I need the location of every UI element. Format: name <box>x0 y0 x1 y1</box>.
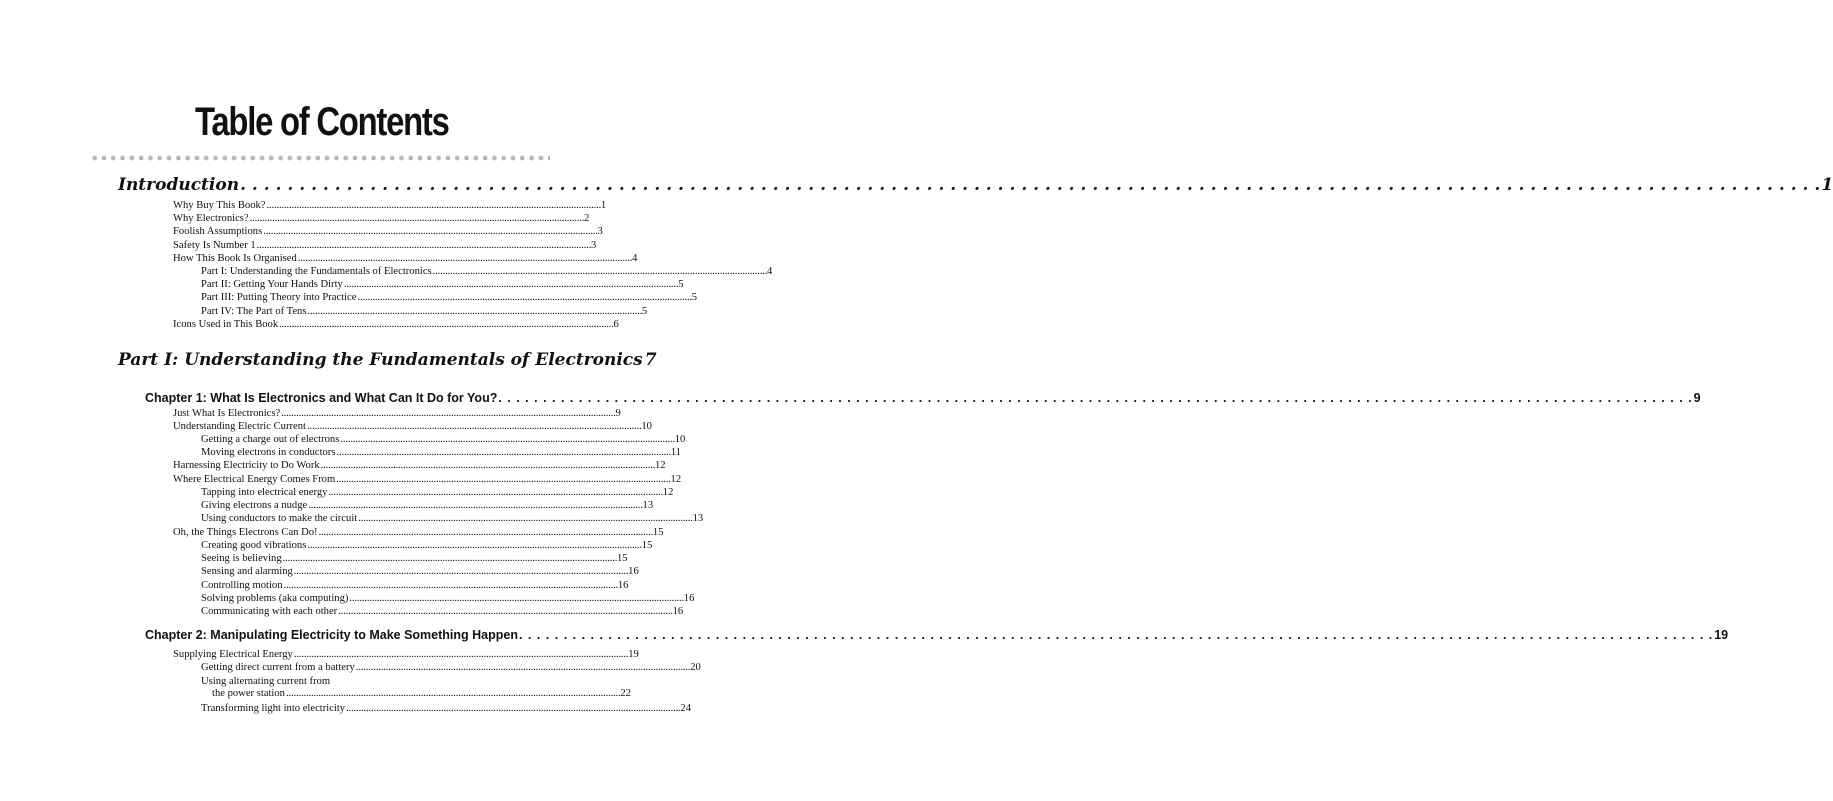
toc-entry-title: Just What Is Electronics? <box>173 408 281 419</box>
toc-page-number: 5 <box>641 306 648 317</box>
toc-entry[interactable] <box>173 200 607 211</box>
toc-entry-title: the power station <box>212 688 285 699</box>
toc-entry[interactable] <box>201 580 629 591</box>
toc-page-number: 16 <box>617 580 629 591</box>
toc-entry-title: Tapping into electrical energy <box>201 487 328 498</box>
dot-leader <box>328 487 661 498</box>
dot-leader <box>319 527 652 538</box>
dot-leader <box>294 649 627 660</box>
dot-leader <box>307 421 640 432</box>
dot-leader <box>240 175 1820 195</box>
toc-entry[interactable] <box>201 487 674 498</box>
toc-page-number: 19 <box>1714 628 1729 642</box>
toc-entry-title: Using alternating current from <box>201 676 331 687</box>
toc-page-number: 10 <box>641 421 652 432</box>
toc-entry[interactable] <box>201 553 628 564</box>
toc-entry-title: Introduction <box>118 175 240 195</box>
dot-leader <box>286 688 619 699</box>
toc-page-number: 5 <box>691 292 698 303</box>
toc-page-number: 13 <box>642 500 654 511</box>
toc-entry-title: Chapter 2: Manipulating Electricity to Make Something Happen <box>145 628 518 642</box>
toc-part-entry[interactable] <box>118 350 657 370</box>
toc-entry-title: Icons Used in This Book <box>173 319 279 330</box>
toc-page-number: 9 <box>1693 391 1701 405</box>
toc-entry-title: Safety Is Number 1 <box>173 240 256 251</box>
toc-entry[interactable] <box>201 703 692 714</box>
toc-entry-title: Communicating with each other <box>201 606 338 617</box>
toc-entry-title: Part I: Understanding the Fundamentals of Electronics <box>201 266 432 277</box>
toc-page-number: 24 <box>680 703 692 714</box>
dot-leader <box>498 391 1692 405</box>
toc-entry-title: Moving electrons in conductors <box>201 447 336 458</box>
page-title: Table of Contents <box>195 100 449 144</box>
toc-entry-title: Getting a charge out of electrons <box>201 434 340 445</box>
toc-entry[interactable] <box>173 421 652 432</box>
toc-page-number: 22 <box>620 688 631 699</box>
toc-entry-title: Harnessing Electricity to Do Work <box>173 460 320 471</box>
toc-entry-title: Creating good vibrations <box>201 540 307 551</box>
toc-entry[interactable] <box>201 676 330 687</box>
toc-entry[interactable] <box>173 253 638 264</box>
toc-entry[interactable] <box>201 593 695 604</box>
dot-leader <box>336 447 669 458</box>
toc-entry[interactable] <box>201 513 704 524</box>
toc-entry[interactable] <box>173 319 619 330</box>
toc-part-entry[interactable] <box>118 175 1833 195</box>
toc-entry-title: Seeing is believing <box>201 553 282 564</box>
toc-chapter-entry[interactable] <box>145 391 1701 405</box>
toc-entry[interactable] <box>173 649 639 660</box>
toc-entry-title: Understanding Electric Current <box>173 421 306 432</box>
toc-entry[interactable] <box>201 306 648 317</box>
dot-leader <box>344 279 677 290</box>
dot-leader <box>321 460 654 471</box>
toc-entry[interactable] <box>212 688 631 699</box>
dot-leader <box>263 226 596 237</box>
dot-leader <box>284 580 617 591</box>
toc-entry[interactable] <box>201 566 639 577</box>
dot-leader <box>358 513 691 524</box>
toc-entry[interactable] <box>173 408 621 419</box>
dot-leader <box>307 306 640 317</box>
toc-entry[interactable] <box>173 460 666 471</box>
toc-entry[interactable] <box>173 226 603 237</box>
toc-page-number: 15 <box>616 553 628 564</box>
toc-page-number: 9 <box>615 408 621 419</box>
toc-page-number: 13 <box>692 513 704 524</box>
toc-page-number: 2 <box>583 213 590 224</box>
dot-leader <box>340 434 673 445</box>
dot-leader <box>250 213 583 224</box>
toc-page-number: 16 <box>672 606 684 617</box>
toc-page-number: 20 <box>690 662 701 673</box>
toc-page-number: 3 <box>591 240 597 251</box>
toc-entry-title: Part I: Understanding the Fundamentals of Electronics <box>118 350 643 370</box>
dot-leader <box>308 500 641 511</box>
toc-page-number: 4 <box>632 253 638 264</box>
toc-page-number: 15 <box>652 527 664 538</box>
toc-page-number: 1 <box>600 200 607 211</box>
toc-entry-title: Giving electrons a nudge <box>201 500 308 511</box>
dot-leader <box>336 474 669 485</box>
dot-leader <box>294 566 627 577</box>
toc-page-number: 1 <box>1821 175 1833 195</box>
toc-entry[interactable] <box>201 266 773 277</box>
toc-entry-title: Chapter 1: What Is Electronics and What Can It Do for You? <box>145 391 498 405</box>
toc-entry-title: Supplying Electrical Energy <box>173 649 293 660</box>
toc-chapter-entry[interactable] <box>145 628 1729 642</box>
toc-entry[interactable] <box>173 527 664 538</box>
toc-entry[interactable] <box>201 447 682 458</box>
toc-page-number: 15 <box>641 540 653 551</box>
toc-entry-title: Where Electrical Energy Comes From <box>173 474 336 485</box>
toc-entry-title: Transforming light into electricity <box>201 703 346 714</box>
dot-leader <box>356 662 689 673</box>
dot-leader <box>281 408 614 419</box>
toc-entry-title: Part IV: The Part of Tens <box>201 306 307 317</box>
dot-leader <box>257 240 590 251</box>
toc-entry-title: Part III: Putting Theory into Practice <box>201 292 357 303</box>
toc-entry[interactable] <box>201 434 686 445</box>
toc-page-number: 19 <box>628 649 639 660</box>
toc-page-number: 12 <box>670 474 682 485</box>
dot-leader <box>357 292 690 303</box>
toc-entry-title: Using conductors to make the circuit <box>201 513 358 524</box>
toc-entry-title: Sensing and alarming <box>201 566 293 577</box>
dot-leader <box>519 628 1713 642</box>
toc-page-number: 12 <box>655 460 666 471</box>
toc-page-number: 3 <box>597 226 603 237</box>
dot-leader <box>279 319 612 330</box>
toc-page-number: 11 <box>670 447 682 458</box>
toc-page-number: 6 <box>613 319 619 330</box>
dot-leader <box>267 200 600 211</box>
dot-leader <box>338 606 671 617</box>
toc-entry-title: Getting direct current from a battery <box>201 662 355 673</box>
toc-entry[interactable] <box>201 500 654 511</box>
toc-page-number: 16 <box>683 593 695 604</box>
dot-leader <box>349 593 682 604</box>
toc-page-number: 4 <box>767 266 773 277</box>
toc-entry[interactable] <box>173 474 682 485</box>
toc-entry[interactable] <box>173 213 590 224</box>
toc-entry-title: Controlling motion <box>201 580 283 591</box>
toc-entry-title: Foolish Assumptions <box>173 226 263 237</box>
toc-page-number: 5 <box>678 279 684 290</box>
dot-leader <box>283 553 616 564</box>
toc-page-number: 16 <box>628 566 639 577</box>
toc-page-number: 12 <box>662 487 674 498</box>
toc-page-number: 7 <box>644 350 657 370</box>
toc-entry-title: Oh, the Things Electrons Can Do! <box>173 527 318 538</box>
toc-entry[interactable] <box>201 279 684 290</box>
toc-page-number: 10 <box>674 434 686 445</box>
dot-leader <box>433 266 766 277</box>
toc-entry[interactable] <box>201 662 701 673</box>
toc-entry[interactable] <box>201 540 653 551</box>
toc-entry-title: Why Buy This Book? <box>173 200 266 211</box>
toc-entry-title: How This Book Is Organised <box>173 253 297 264</box>
dot-leader <box>307 540 640 551</box>
dot-leader <box>346 703 679 714</box>
toc-entry-title: Part II: Getting Your Hands Dirty <box>201 279 343 290</box>
toc-entry-title: Solving problems (aka computing) <box>201 593 349 604</box>
toc-entry[interactable] <box>173 240 597 251</box>
toc-entry-title: Why Electronics? <box>173 213 249 224</box>
dot-leader <box>298 253 631 264</box>
toc-entry[interactable] <box>201 292 698 303</box>
toc-entry[interactable] <box>201 606 684 617</box>
